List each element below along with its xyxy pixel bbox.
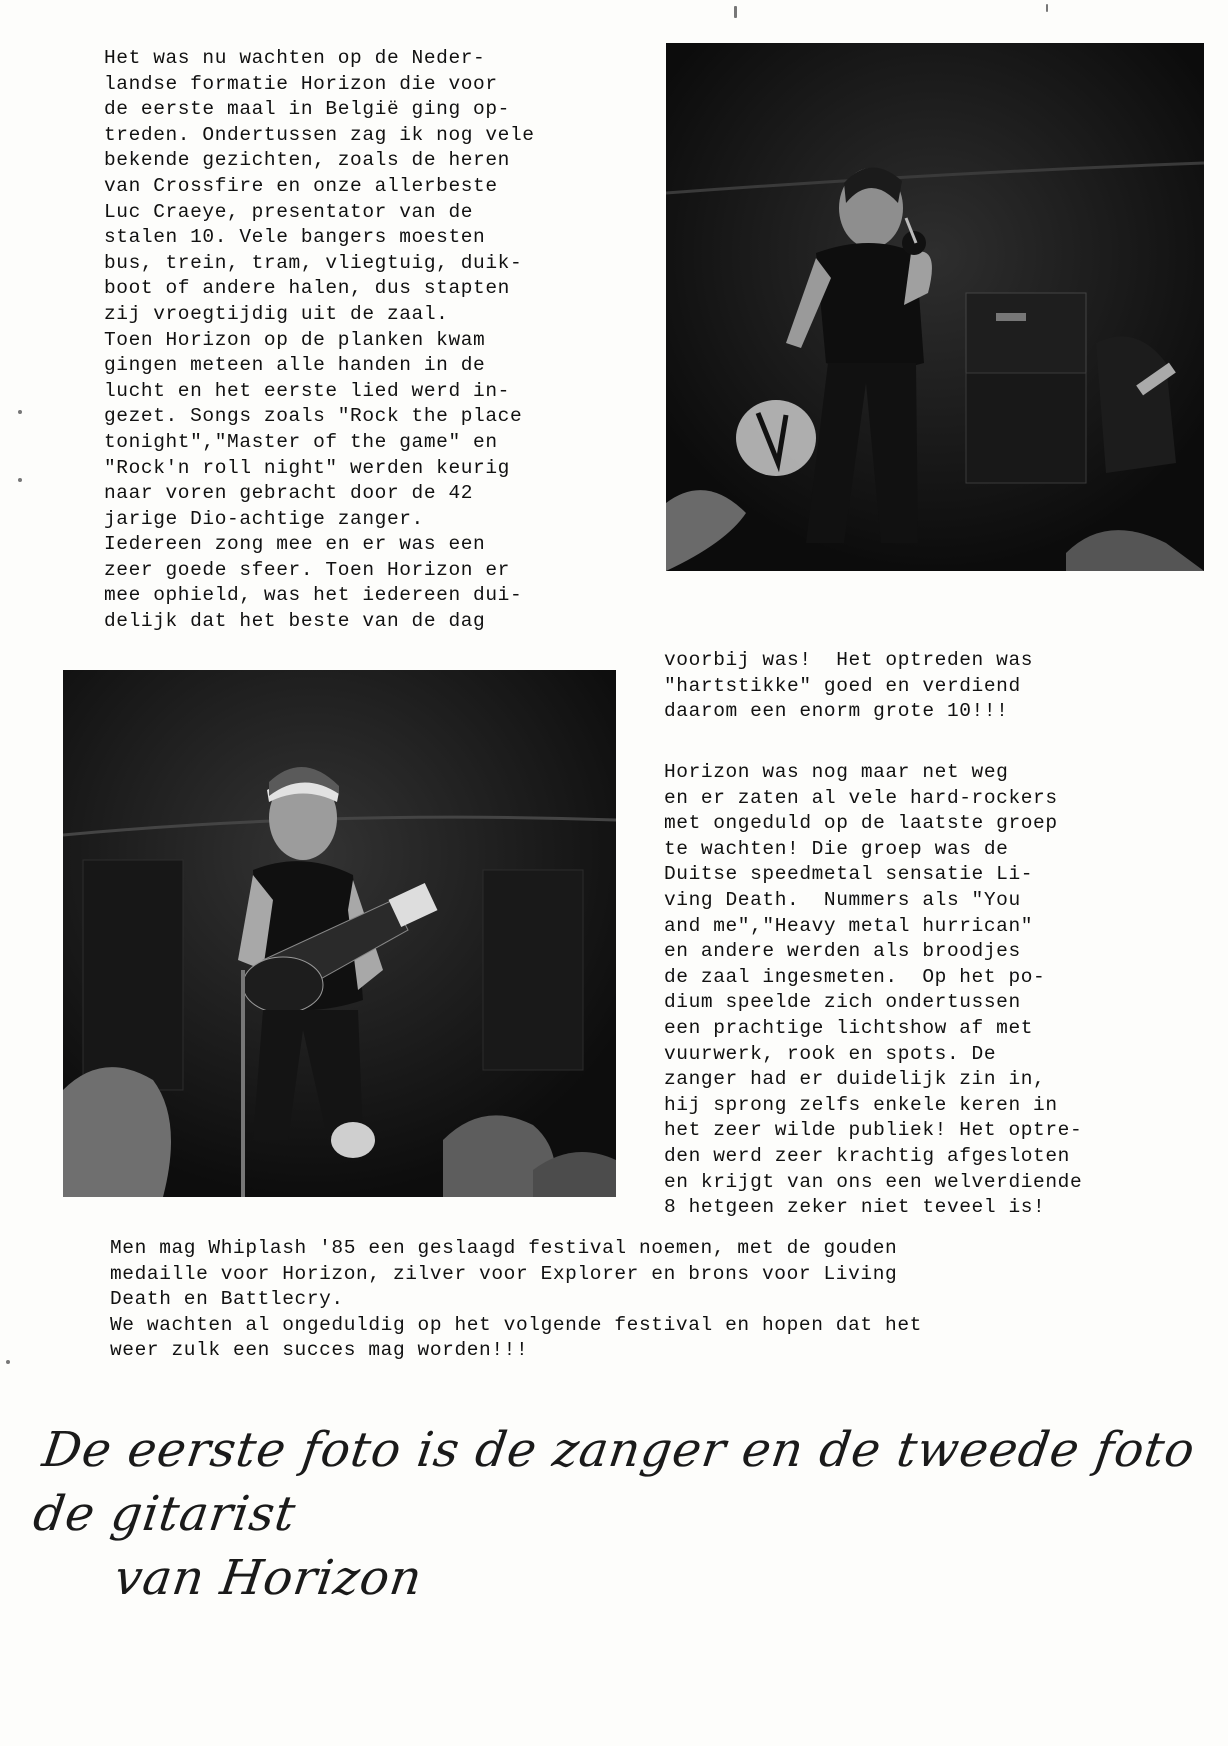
column-left-line: boot of andere halen, dus stapten (104, 277, 510, 300)
column-left-line: naar voren gebracht door de 42 (104, 482, 474, 505)
column-left-line: Toen Horizon op de planken kwam (104, 328, 486, 351)
guitarist-photo-image (63, 670, 616, 1197)
paper-mark (18, 410, 22, 414)
column-right-top-line: daarom een enorm grote 10!!! (664, 700, 1009, 723)
column-right-bottom-line: met ongeduld op de laatste groep (664, 812, 1058, 835)
column-right-bottom-line: en krijgt van ons een welverdiende (664, 1170, 1083, 1193)
column-right-bottom-line: een prachtige lichtshow af met (664, 1016, 1034, 1039)
article-conclusion (110, 1236, 922, 1364)
column-left-line: stalen 10. Vele bangers moesten (104, 226, 486, 249)
column-right-bottom-line: de zaal ingesmeten. Op het po- (664, 965, 1046, 988)
column-left-line: Luc Craeye, presentator van de (104, 200, 474, 223)
paper-mark (1046, 4, 1048, 12)
column-right-bottom-line: dium speelde zich ondertussen (664, 991, 1021, 1014)
paper-mark (18, 478, 22, 482)
column-right-bottom-line: zanger had er duidelijk zin in, (664, 1068, 1046, 1091)
column-left-line: Het was nu wachten op de Neder- (104, 47, 486, 69)
conclusion-line: Men mag Whiplash '85 een geslaagd festival noemen, met de gouden (110, 1237, 898, 1259)
article-column-right-top (664, 648, 1033, 725)
column-right-bottom-line: and me","Heavy metal hurrican" (664, 914, 1034, 937)
paper-mark (734, 6, 737, 18)
article-column-left (104, 46, 535, 635)
singer-photo (666, 43, 1204, 571)
column-left-line: zeer goede sfeer. Toen Horizon er (104, 558, 510, 581)
conclusion-line: weer zulk een succes mag worden!!! (110, 1339, 529, 1362)
handwritten-caption-line-2: van Horizon (111, 1550, 427, 1606)
handwritten-caption-line-1: De eerste foto is de zanger en de tweede foto de gitarist (30, 1422, 1199, 1542)
column-left-line: gezet. Songs zoals "Rock the place (104, 405, 523, 428)
column-left-line: bekende gezichten, zoals de heren (104, 149, 510, 172)
column-right-bottom-line: vuurwerk, rook en spots. De (664, 1042, 997, 1065)
column-right-bottom-line: 8 hetgeen zeker niet teveel is! (664, 1196, 1046, 1219)
column-left-line: gingen meteen alle handen in de (104, 354, 486, 377)
column-right-bottom-line: en andere werden als broodjes (664, 940, 1021, 963)
column-right-top-line: "hartstikke" goed en verdiend (664, 674, 1021, 697)
column-left-line: delijk dat het beste van de dag (104, 610, 486, 633)
conclusion-line: medaille voor Horizon, zilver voor Explorer en brons voor Living (110, 1262, 898, 1285)
column-left-line: landse formatie Horizon die voor (104, 72, 498, 95)
column-left-line: van Crossfire en onze allerbeste (104, 174, 498, 197)
column-left-line: treden. Ondertussen zag ik nog vele (104, 123, 535, 146)
column-left-line: mee ophield, was het iedereen dui- (104, 584, 523, 607)
article-column-right-bottom (664, 760, 1082, 1221)
column-left-line: de eerste maal in België ging op- (104, 98, 510, 121)
column-right-bottom-line: Horizon was nog maar net weg (664, 761, 1009, 783)
conclusion-line: Death en Battlecry. (110, 1288, 344, 1311)
singer-photo-image (666, 43, 1204, 571)
column-right-bottom-line: ving Death. Nummers als "You (664, 888, 1021, 911)
column-left-line: "Rock'n roll night" werden keurig (104, 456, 510, 479)
column-left-line: jarige Dio-achtige zanger. (104, 507, 424, 530)
column-right-bottom-line: het zeer wilde publiek! Het optre- (664, 1119, 1083, 1142)
column-right-top-line: voorbij was! Het optreden was (664, 649, 1034, 671)
column-right-bottom-line: den werd zeer krachtig afgesloten (664, 1144, 1070, 1167)
column-left-line: Iedereen zong mee en er was een (104, 533, 486, 556)
guitarist-photo (63, 670, 616, 1197)
handwritten-caption (21, 1418, 1208, 1610)
column-left-line: lucht en het eerste lied werd in- (104, 379, 510, 402)
conclusion-line: We wachten al ongeduldig op het volgende festival en hopen dat het (110, 1313, 922, 1336)
column-left-line: bus, trein, tram, vliegtuig, duik- (104, 251, 523, 274)
column-right-bottom-line: te wachten! Die groep was de (664, 837, 1009, 860)
column-right-bottom-line: Duitse speedmetal sensatie Li- (664, 863, 1034, 886)
column-right-bottom-line: en er zaten al vele hard-rockers (664, 786, 1058, 809)
column-left-line: tonight","Master of the game" en (104, 430, 498, 453)
column-left-line: zij vroegtijdig uit de zaal. (104, 302, 449, 325)
column-right-bottom-line: hij sprong zelfs enkele keren in (664, 1093, 1058, 1116)
paper-mark (6, 1360, 10, 1364)
